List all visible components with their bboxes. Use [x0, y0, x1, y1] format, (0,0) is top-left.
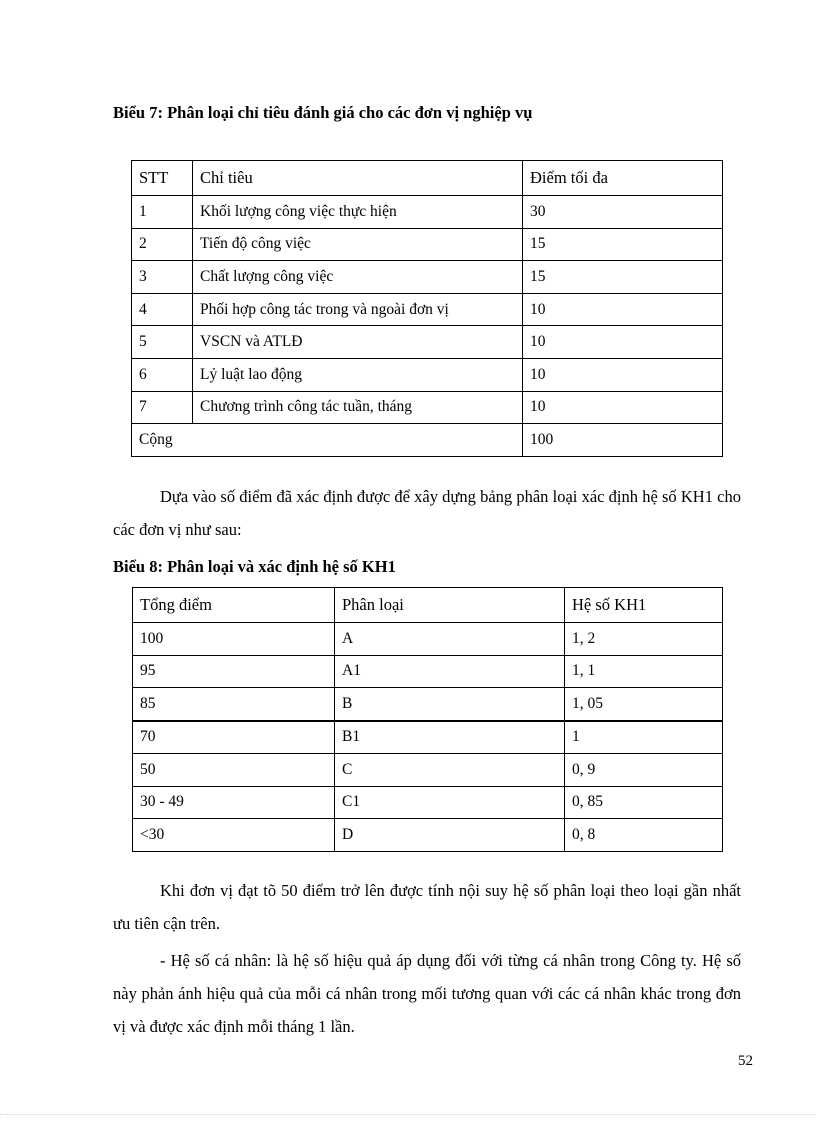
- table-cell: 3: [132, 261, 193, 294]
- table-cell: 10: [523, 391, 723, 424]
- table-cell: 15: [523, 261, 723, 294]
- table-cell: B: [335, 688, 565, 721]
- table-cell: 95: [133, 655, 335, 688]
- table-row: [132, 391, 723, 424]
- table-cell: 10: [523, 326, 723, 359]
- table-cell: 1, 2: [565, 623, 723, 656]
- table-row: [133, 754, 723, 787]
- table-cell: 7: [132, 391, 193, 424]
- table-cell: 1: [132, 196, 193, 229]
- table-row: [133, 786, 723, 819]
- table-cell: 70: [133, 721, 335, 754]
- table-cell: Khối lượng công việc thực hiện: [193, 196, 523, 229]
- table-header-row: [133, 588, 723, 623]
- table-cell: 0, 8: [565, 819, 723, 852]
- table-cell: 6: [132, 358, 193, 391]
- table-cell: 1, 1: [565, 655, 723, 688]
- table2-caption: Biểu 8: Phân loại và xác định hệ số KH1: [113, 557, 396, 576]
- table-row: [133, 623, 723, 656]
- table-cell: Tiến độ công việc: [193, 228, 523, 261]
- paragraph-individual-coefficient: - Hệ số cá nhân: là hệ số hiệu quả áp dụng đối với từng cá nhân trong Công ty. Hệ số này phản ánh hiệu quả của mỗi cá nhân trong mối tương quan với các cá nhân khác trong đơn vị và được xác định mỗi tháng 1 lần.: [113, 951, 741, 1036]
- table-cell: <30: [133, 819, 335, 852]
- table-row: [133, 688, 723, 721]
- table-cell: 50: [133, 754, 335, 787]
- table-cell: 30: [523, 196, 723, 229]
- table-cell: Phối hợp công tác trong và ngoài đơn vị: [193, 293, 523, 326]
- table-cell: VSCN và ATLĐ: [193, 326, 523, 359]
- table-row: [133, 721, 723, 754]
- table-header-cell: Tổng điểm: [133, 588, 335, 623]
- table-cell: C1: [335, 786, 565, 819]
- table-cell: 1, 05: [565, 688, 723, 721]
- total-label: Cộng: [132, 424, 523, 457]
- paragraph-interpolation: Khi đơn vị đạt tõ 50 điểm trở lên được tính nội suy hệ số phân loại theo loại gần nhất ưu tiên cận trên.: [113, 881, 741, 933]
- table-cell: A: [335, 623, 565, 656]
- table-row: [133, 655, 723, 688]
- table-cell: Lỷ luật lao động: [193, 358, 523, 391]
- table-header-cell: Chỉ tiêu: [193, 161, 523, 196]
- table-cell: 0, 9: [565, 754, 723, 787]
- criteria-table: [131, 160, 723, 457]
- coefficient-table: [132, 587, 723, 852]
- table-row: [132, 293, 723, 326]
- table-cell: A1: [335, 655, 565, 688]
- table1-caption: Biểu 7: Phân loại chỉ tiêu đánh giá cho các đơn vị nghiệp vụ: [113, 103, 533, 122]
- table-cell: 100: [133, 623, 335, 656]
- table-cell: 4: [132, 293, 193, 326]
- table-cell: C: [335, 754, 565, 787]
- table-cell: 85: [133, 688, 335, 721]
- table-header-cell: STT: [132, 161, 193, 196]
- table-row: [132, 196, 723, 229]
- table-header-row: [132, 161, 723, 196]
- table-header-cell: Hệ số KH1: [565, 588, 723, 623]
- table-cell: Chương trình công tác tuần, tháng: [193, 391, 523, 424]
- table-total-row: [132, 424, 723, 457]
- table-cell: 2: [132, 228, 193, 261]
- table-cell: D: [335, 819, 565, 852]
- table-cell: 10: [523, 293, 723, 326]
- page-number: 52: [738, 1053, 753, 1069]
- table-cell: Chất lượng công việc: [193, 261, 523, 294]
- table-row: [132, 261, 723, 294]
- table-cell: B1: [335, 721, 565, 754]
- table-cell: 10: [523, 358, 723, 391]
- table-cell: 1: [565, 721, 723, 754]
- table-row: [132, 358, 723, 391]
- paragraph-intro: Dựa vào số điểm đã xác định được để xây dựng bảng phân loại xác định hệ số KH1 cho các đơn vị như sau:: [113, 487, 741, 539]
- table-cell: 15: [523, 228, 723, 261]
- table-cell: 30 - 49: [133, 786, 335, 819]
- table-row: [133, 819, 723, 852]
- page-bottom-edge: [0, 1114, 816, 1115]
- table-row: [132, 228, 723, 261]
- table-header-cell: Phân loại: [335, 588, 565, 623]
- table-cell: 5: [132, 326, 193, 359]
- table-row: [132, 326, 723, 359]
- table-header-cell: Điểm tối đa: [523, 161, 723, 196]
- total-value: 100: [523, 424, 723, 457]
- table-cell: 0, 85: [565, 786, 723, 819]
